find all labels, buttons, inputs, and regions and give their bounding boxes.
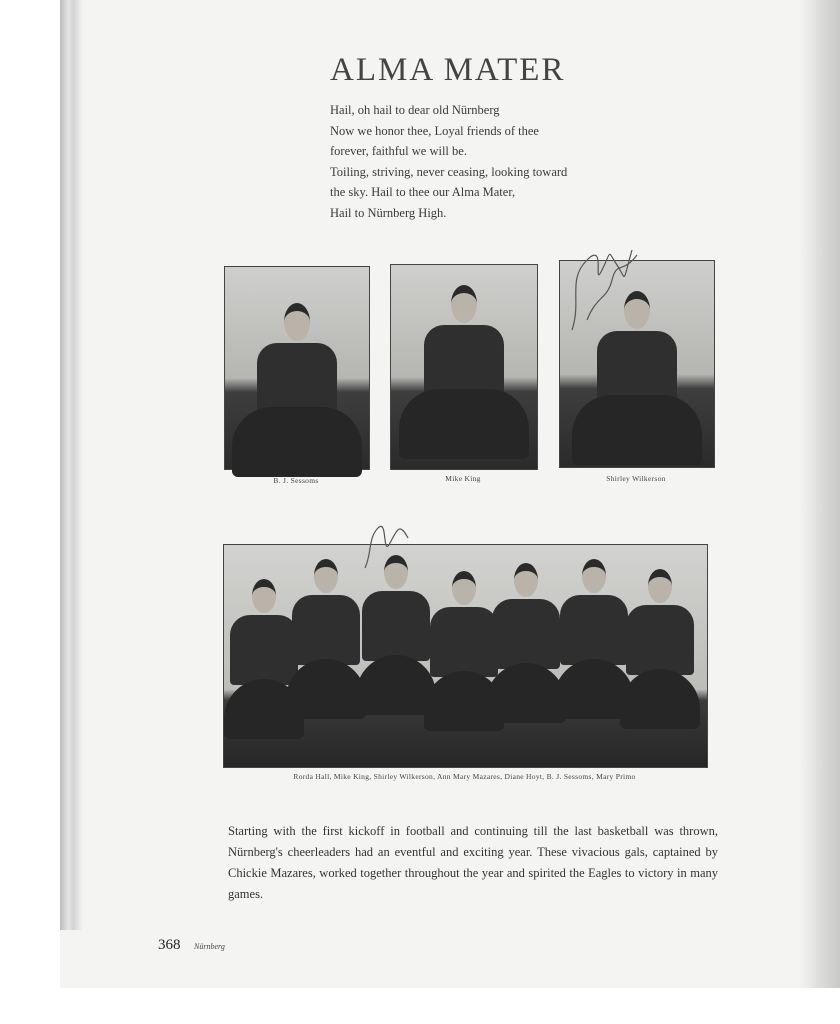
portrait-caption: Mike King (445, 474, 481, 483)
page-edge-shadow (800, 0, 840, 988)
publication-name: Nürnberg (194, 942, 225, 951)
group-photo (223, 544, 708, 768)
portrait-photo-sessoms (224, 266, 370, 470)
poem-line: the sky. Hail to thee our Alma Mater, (330, 185, 516, 199)
handwritten-signature (360, 518, 415, 573)
body-paragraph: Starting with the first kickoff in football and continuing till the last basketball was thrown, Nürnberg's cheerleaders had an eventful and exciting year. These vivacious gals, captained by Chickie Mazares, worked together throughout the year and spirited the Eagles to victory in many games. (228, 824, 718, 901)
poem-line: Toiling, striving, never ceasing, looking toward (330, 164, 568, 179)
page-binding-edge (60, 0, 82, 930)
portrait-caption: Shirley Wilkerson (606, 474, 666, 483)
portrait-photo-king (390, 264, 538, 470)
poem-line: Now we honor thee, Loyal friends of thee (330, 123, 539, 138)
poem-line: Hail, oh hail to dear old Nürnberg (330, 103, 500, 117)
group-caption: Rorda Hall, Mike King, Shirley Wilkerson, Ann Mary Mazares, Diane Hoyt, B. J. Sessoms, Mary Primo (293, 772, 636, 781)
alma-mater-poem (330, 100, 567, 223)
poem-line: Hail to Nürnberg High. (330, 205, 447, 220)
handwritten-signature (562, 240, 642, 335)
page-number: 368 (158, 937, 181, 953)
poem-line: forever, faithful we will be. (330, 144, 467, 158)
page-title: ALMA MATER (330, 52, 566, 88)
portrait-caption: B. J. Sessoms (273, 476, 319, 485)
